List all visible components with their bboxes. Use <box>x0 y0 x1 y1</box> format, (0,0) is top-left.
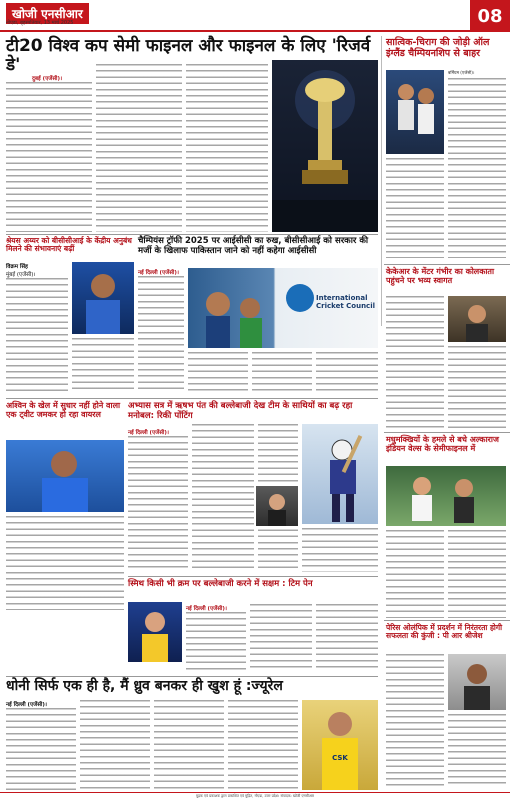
pant-dateline: नई दिल्ली (एजेंसी)। <box>128 430 169 436</box>
divider <box>384 432 510 433</box>
date-line: नोएडा, बृहस्पतिवार, 13 मार्च 2025 <box>6 20 74 26</box>
champions-text-col-4 <box>316 352 378 394</box>
column-rule <box>381 36 382 326</box>
alcaraz-text-col-2 <box>448 530 506 618</box>
kkr-text-col-1 <box>386 296 444 428</box>
alcaraz-text-col-1 <box>386 530 444 618</box>
kkr-text-col-2 <box>448 346 506 428</box>
badminton-photo <box>386 70 444 154</box>
smith-text-col-3 <box>316 604 378 670</box>
smith-photo <box>128 602 182 662</box>
jersey-text: CSK <box>332 754 348 762</box>
champions-dateline: नई दिल्ली (एजेंसी)। <box>138 270 179 276</box>
smith-text-col-1 <box>186 612 246 670</box>
divider <box>384 264 510 265</box>
icc-banner-text: International Cricket Council <box>316 294 375 310</box>
page-number: 08 <box>470 0 510 32</box>
smith-headline: स्मिथ किसी भी क्रम पर बल्लेबाजी करने में सक्षम : टिम पेन <box>128 579 313 589</box>
main-dateline: दुबई (एजेंसी)। <box>32 76 63 82</box>
shreyas-photo <box>72 262 134 334</box>
pant-text-col-2 <box>192 424 254 572</box>
satwik-text-col-1 <box>386 158 444 258</box>
dhoni-text-col-4 <box>228 700 298 790</box>
divider <box>6 398 378 399</box>
main-headline: टी20 विश्व कप सेमी फाइनल और फाइनल के लिए 'रिजर्व डे' <box>6 36 371 76</box>
champions-headline: चैम्पियंस ट्रॉफी 2025 पर आईसीसी का रुख, बीसीसीआई को सरकार की मर्जी के खिलाफ पाकिस्तान जाने को नहीं कहेगा आईसीसी <box>138 236 369 256</box>
dhoni-photo <box>302 700 378 790</box>
badminton-caption: बर्मिंघम (एजेंसी)। <box>448 70 475 75</box>
main-text-col-2 <box>96 64 182 232</box>
champions-text-col-3 <box>252 352 312 394</box>
shreyas-text-col-2 <box>72 338 134 394</box>
dhoni-text-col-1 <box>6 708 76 790</box>
divider <box>6 676 378 677</box>
gambhir-photo <box>448 296 506 342</box>
smith-text-col-2 <box>250 604 312 670</box>
satwik-text-side <box>448 78 506 154</box>
icc-photo <box>188 268 378 348</box>
shreyas-dateline: मुंबई (एजेंसी)। <box>6 272 36 278</box>
dhoni-dateline: नई दिल्ली (एजेंसी)। <box>6 702 47 708</box>
dhoni-text-col-3 <box>154 700 224 790</box>
ashwin-text <box>6 516 124 610</box>
pant-text-col-1 <box>128 436 188 572</box>
publication-title: खोजी एनसीआर <box>6 3 89 24</box>
divider <box>384 620 510 621</box>
shreyas-byline: विक्रम सिंह <box>6 264 28 270</box>
champions-text-col-2 <box>188 352 248 394</box>
shreyas-text-col-1 <box>6 278 68 394</box>
page-footer: मुद्रक एवं प्रकाशक द्वारा प्रकाशित एवं मुद्रित, नोएडा, उत्तर प्रदेश। संपादक: खोजी एनसीआर <box>0 792 510 800</box>
paris-text-col-2 <box>448 714 506 788</box>
smith-dateline: नई दिल्ली (एजेंसी)। <box>186 606 227 612</box>
pant-text-col-4 <box>302 528 378 572</box>
pant-photo <box>302 424 378 524</box>
trophy-photo <box>272 60 378 232</box>
paris-headline: पेरिस ओलंपिक में प्रदर्शन में निरंतरता होगी सफलता की कुंजी : पी आर श्रीजेश <box>386 623 503 641</box>
ashwin-photo <box>6 440 124 512</box>
main-text-col-1 <box>6 82 92 232</box>
divider <box>128 576 378 577</box>
alcaraz-photo <box>386 466 506 526</box>
divider <box>6 234 378 235</box>
sreejesh-photo <box>448 654 506 710</box>
champions-text-col-1 <box>138 276 184 394</box>
ponting-photo <box>256 486 298 526</box>
dhoni-headline: धोनी सिर्फ एक ही है, मैं ध्रुव बनकर ही खुश हूं :ज्यूरेल <box>6 678 283 694</box>
shreyas-headline: श्रेयस अय्यर को बीसीसीआई के केंद्रीय अनुबंध मिलने की संभावनाएं बढ़ीं <box>6 236 132 254</box>
kkr-headline: केकेआर के मेंटर गंभीर का कोलकाता पहुंचने पर भव्य स्वागत <box>386 267 495 285</box>
masthead <box>0 0 510 32</box>
main-text-col-3 <box>186 64 268 232</box>
alcaraz-headline: मधुमक्खियों के हमले से बचे अल्काराज इंडियन वेल्स के सेमीफाइनल में <box>386 435 499 453</box>
pant-headline: अभ्यास सत्र में ऋषभ पंत की बल्लेबाजी देख टीम के साथियों का बढ़ रहा मनोबल: रिकी पोंटिंग <box>128 401 353 421</box>
satwik-headline: सात्विक-चिराग की जोड़ी ऑल इंग्लैंड चैम्पियनशिप से बाहर <box>386 37 490 59</box>
ashwin-headline: अश्विन के खेल में सुधार नहीं होने वाला एक ट्वीट जमकर हो रहा वायरल <box>6 401 121 419</box>
satwik-text-col-2 <box>448 158 506 258</box>
dhoni-text-col-2 <box>80 700 150 790</box>
paris-text-col-1 <box>386 654 444 788</box>
